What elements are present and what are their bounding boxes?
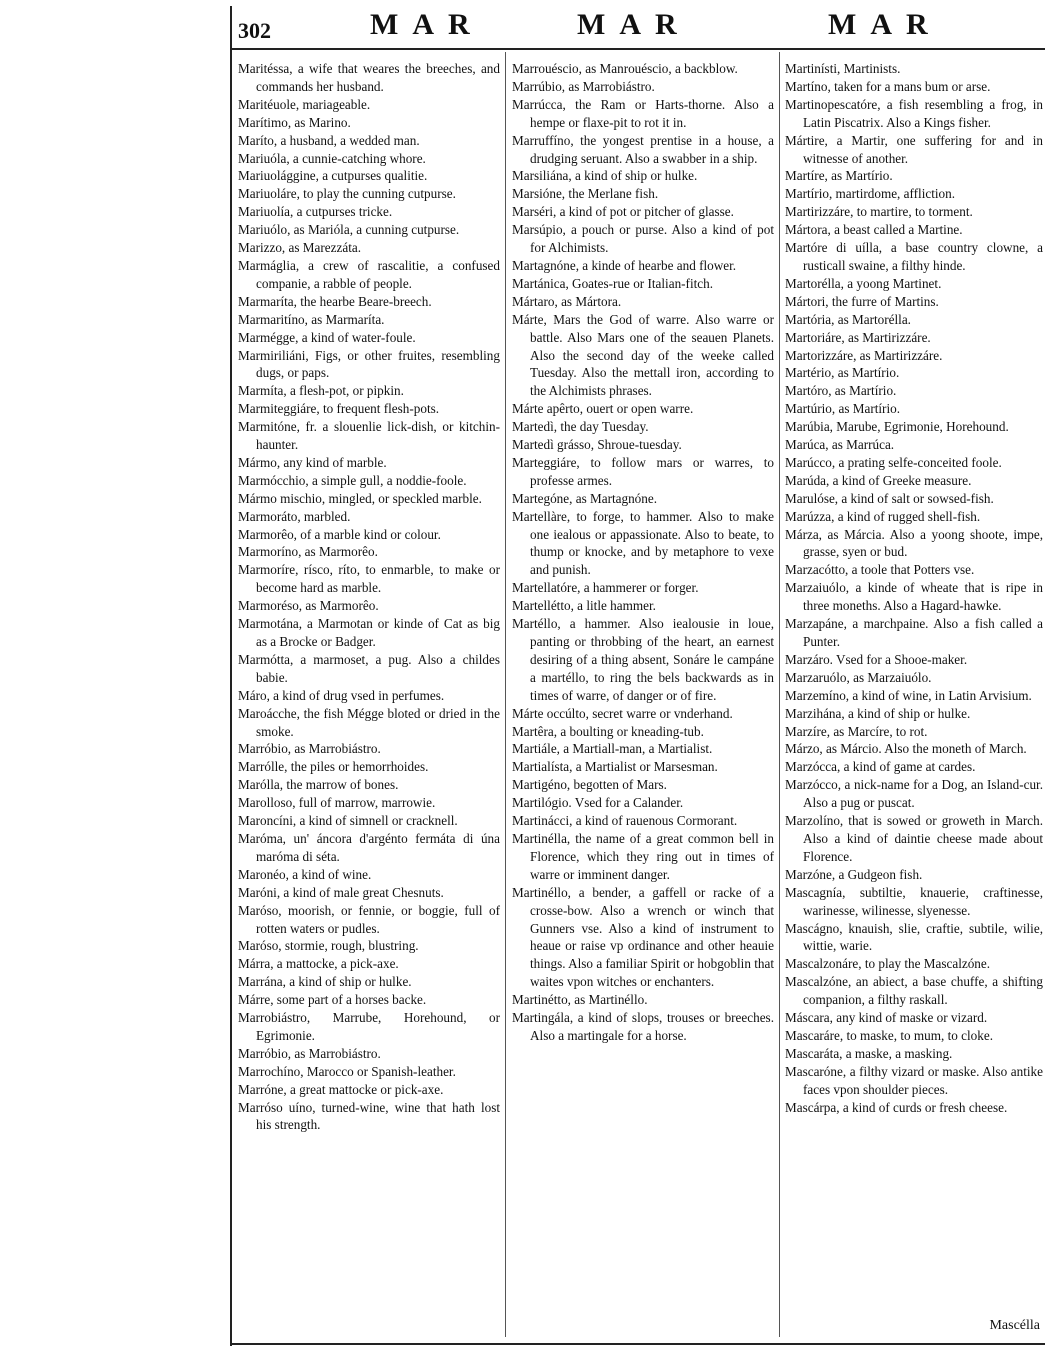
dictionary-entry: Marzapáne, a marchpaine. Also a fish called a Punter. <box>785 616 1043 649</box>
dictionary-entry: Maritéuole, mariageable. <box>238 96 371 112</box>
dictionary-entry: Maróso, stormie, rough, blustring. <box>238 938 419 954</box>
dictionary-entry: Martóro, as Martírio. <box>785 383 897 399</box>
dictionary-entry: Mármo mischio, mingled, or speckled marble. <box>238 490 482 506</box>
dictionary-entry: Mártori, the furre of Martins. <box>785 293 939 309</box>
dictionary-entry: Mártire, a Martir, one suffering for and in witnesse of another. <box>785 132 1043 166</box>
dictionary-entry: Mariuóla, a cunnie-catching whore. <box>238 150 426 166</box>
dictionary-entry: Marrochíno, Marocco or Spanish-leather. <box>238 1063 456 1079</box>
running-head-3: MAR <box>828 8 942 41</box>
dictionary-entry: Marzihána, a kind of ship or hulke. <box>785 705 971 721</box>
dictionary-entry: Martellétto, a litle hammer. <box>512 598 656 614</box>
dictionary-entry: Marruffíno, the yongest prentise in a house, a drudging seruant. Also a swabber in a ship. <box>512 132 774 166</box>
dictionary-entry: Martorélla, a yoong Martinet. <box>785 275 942 291</box>
dictionary-entry: Márte apêrto, ouert or open warre. <box>512 401 694 417</box>
dictionary-entry: Martinácci, a kind of rauenous Cormorant. <box>512 813 738 829</box>
dictionary-entry: Marzaruólo, as Marzaiuólo. <box>785 669 932 685</box>
dictionary-entry: Martedì grásso, Shroue-tuesday. <box>512 437 682 453</box>
dictionary-entry: Mascágno, knauish, slie, craftie, subtile, wilie, wittie, warie. <box>785 920 1043 954</box>
dictionary-entry: Maroácche, the fish Mégge bloted or dried in the smoke. <box>238 705 500 739</box>
dictionary-entry: Marrúcca, the Ram or Harts-thorne. Also a hempe or flaxe-pit to rot it in. <box>512 96 774 130</box>
dictionary-entry: Marmíta, a flesh-pot, or pipkin. <box>238 383 404 399</box>
dictionary-entry: Martorizzáre, as Martirizzáre. <box>785 347 943 363</box>
dictionary-entry: Marmótta, a marmoset, a pug. Also a childes babie. <box>238 651 500 685</box>
dictionary-entry: Márra, a mattocke, a pick-axe. <box>238 956 399 972</box>
dictionary-entry: Marzócca, a kind of game at cardes. <box>785 759 976 775</box>
dictionary-entry: Martedì, the day Tuesday. <box>512 419 649 435</box>
dictionary-entry: Mariuolággine, a cutpurses qualitie. <box>238 168 428 184</box>
dictionary-entry: Marmiteggiáre, to frequent flesh-pots. <box>238 401 440 417</box>
dictionary-entry: Marróso uíno, turned-wine, wine that hath lost his strength. <box>238 1099 500 1133</box>
header-rule <box>230 48 1045 50</box>
dictionary-entry: Mártaro, as Mártora. <box>512 293 622 309</box>
dictionary-entry: Marzaiuólo, a kinde of wheate that is ripe in three moneths. Also a Hagard-hawke. <box>785 580 1043 614</box>
dictionary-entry: Mártora, a beast called a Martine. <box>785 222 963 238</box>
dictionary-entry: Martinélla, the name of a great common bell in Florence, which they ring out in times of warre or imminent danger. <box>512 830 774 882</box>
dictionary-entry: Mascalzóne, an abiect, a base chuffe, a shifting companion, a filthy raskall. <box>785 974 1043 1008</box>
dictionary-entry: Martêra, a boulting or kneading-tub. <box>512 723 704 739</box>
dictionary-entry: Marúca, as Marrúca. <box>785 437 895 453</box>
dictionary-entry: Marmócchio, a simple gull, a noddie-foole. <box>238 472 467 488</box>
dictionary-entry: Marítimo, as Marino. <box>238 114 351 130</box>
dictionary-entry: Marúzza, a kind of rugged shell-fish. <box>785 508 981 524</box>
dictionary-entry: Mármo, any kind of marble. <box>238 454 387 470</box>
dictionary-entry: Marzíre, as Marcíre, to rot. <box>785 723 928 739</box>
dictionary-entry: Marzolíno, that is sowed or groweth in March. Also a kind of daintie cheese made about Florence. <box>785 813 1043 864</box>
dictionary-entry: Martingála, a kind of slops, trouses or breeches. Also a martingale for a horse. <box>512 1010 774 1043</box>
dictionary-entry: Martírio, martirdome, affliction. <box>785 186 956 202</box>
dictionary-entry: Marmaritíno, as Marmaríta. <box>238 311 385 327</box>
dictionary-entry: Marzócco, a nick-name for a Dog, an Island-cur. Also a pug or puscat. <box>785 777 1043 811</box>
dictionary-entry: Martánica, Goates-rue or Italian-fitch. <box>512 275 714 291</box>
dictionary-entry: Marrobiástro, Marrube, Horehound, or Egrimonie. <box>238 1010 500 1043</box>
dictionary-entry: Marróbio, as Marrobiástro. <box>238 1045 381 1061</box>
dictionary-entry: Martéllo, a hammer. Also iealousie in loue, panting or throbbing of the heart, an earnest desiring of a thing absent, Sonáre le campáne a martéllo, to ring the bels backwards as in times of warre, of danger or of fire. <box>512 616 774 703</box>
dictionary-entry: Marúcco, a prating selfe-conceited foole. <box>785 454 1002 470</box>
dictionary-entry: Marúbia, Marube, Egrimonie, Horehound. <box>785 419 1009 435</box>
dictionary-entry: Martinísti, Martinists. <box>785 61 901 76</box>
dictionary-entry: Márre, some part of a horses backe. <box>238 992 427 1008</box>
dictionary-entry: Márzo, as Márcio. Also the moneth of March. <box>785 741 1027 757</box>
dictionary-entry: Maritéssa, a wife that weares the breeches, and commands her husband. <box>238 61 500 94</box>
dictionary-entry: Marrúbio, as Marrobiástro. <box>512 78 655 94</box>
dictionary-entry: Marmáglia, a crew of rascalitie, a confused companie, a rabble of people. <box>238 257 500 291</box>
dictionary-entry: Marmégge, a kind of water-foule. <box>238 329 416 345</box>
dictionary-entry: Marulóse, a kind of salt or sowsed-fish. <box>785 490 994 506</box>
dictionary-entry: Martinéllo, a bender, a gaffell or racke of a crosse-bow. Also a wrench or winch that Gunners vse. Also a kind of instrument to heaue or raise vp ordinance and other heauie things. Also a familiar Spirit or hobgoblin that waites vpon witches or enchanters. <box>512 884 774 990</box>
dictionary-entry: Marmoréso, as Marmorêo. <box>238 598 379 614</box>
dictionary-entry: Marmoráto, marbled. <box>238 508 351 524</box>
dictionary-entry: Máscara, any kind of maske or vizard. <box>785 1010 988 1026</box>
dictionary-entry: Marróbio, as Marrobiástro. <box>238 741 381 757</box>
column-divider-2 <box>779 52 780 1337</box>
page-number: 302 <box>238 18 271 43</box>
dictionary-entry: Martíre, as Martírio. <box>785 168 893 184</box>
column-3 <box>785 60 1043 1116</box>
dictionary-entry: Martirizzáre, to martire, to torment. <box>785 204 973 220</box>
dictionary-entry: Martilógio. Vsed for a Calander. <box>512 795 684 811</box>
dictionary-entry: Mascárpa, a kind of curds or fresh cheese. <box>785 1099 1008 1115</box>
dictionary-entry: Marolloso, full of marrow, marrowie. <box>238 795 436 811</box>
dictionary-entry: Marzacótto, a toole that Potters vse. <box>785 562 975 578</box>
dictionary-entry: Maróso, moorish, or fennie, or boggie, full of rotten waters or pudles. <box>238 902 500 936</box>
dictionary-entry: Marzemíno, a kind of wine, in Latin Arvisium. <box>785 687 1032 703</box>
dictionary-entry: Marmiriliáni, Figs, or other fruites, resembling dugs, or paps. <box>238 347 500 381</box>
catchword: Mascélla <box>989 1318 1040 1333</box>
dictionary-entry: Martegóne, as Martagnóne. <box>512 490 658 506</box>
dictionary-entry: Martagnóne, a kinde of hearbe and flower. <box>512 257 737 273</box>
dictionary-entry: Marzóne, a Gudgeon fish. <box>785 866 923 882</box>
dictionary-entry: Maroncíni, a kind of simnell or cracknell. <box>238 813 458 829</box>
dictionary-entry: Marsióne, the Merlane fish. <box>512 186 659 202</box>
dictionary-entry: Mascagnía, subtiltie, knauerie, craftinesse, warinesse, wilinesse, slyenesse. <box>785 884 1043 918</box>
dictionary-entry: Martória, as Martorélla. <box>785 311 911 327</box>
left-border-rule <box>230 6 232 1346</box>
dictionary-entry: Mariuolía, a cutpurses tricke. <box>238 204 393 220</box>
dictionary-entry: Marmoríre, rísco, ríto, to enmarble, to make or become hard as marble. <box>238 562 500 596</box>
dictionary-entry: Mascalzonáre, to play the Mascalzóne. <box>785 956 991 972</box>
dictionary-entry: Marúda, a kind of Greeke measure. <box>785 472 972 488</box>
dictionary-entry: Maríto, a husband, a wedded man. <box>238 132 420 148</box>
dictionary-entry: Marrána, a kind of ship or hulke. <box>238 974 412 990</box>
dictionary-entry: Martoriáre, as Martirizzáre. <box>785 329 931 345</box>
dictionary-entry: Maróni, a kind of male great Chesnuts. <box>238 884 444 900</box>
dictionary-entry: Martigéno, begotten of Mars. <box>512 777 667 793</box>
dictionary-entry: Martinopescatóre, a fish resembling a frog, in Latin Piscatrix. Also a Kings fisher. <box>785 96 1043 130</box>
dictionary-entry: Martóre di uílla, a base country clowne, a rusticall swaine, a filthy hinde. <box>785 240 1043 273</box>
dictionary-entry: Mascaráta, a maske, a masking. <box>785 1045 953 1061</box>
dictionary-entry: Marmitóne, fr. a slouenlie lick-dish, or kitchin-haunter. <box>238 419 500 453</box>
dictionary-entry: Marizzo, as Marezzáta. <box>238 240 362 256</box>
dictionary-entry: Marteggiáre, to follow mars or warres, to professe armes. <box>512 454 774 488</box>
dictionary-entry: Martério, as Martírio. <box>785 365 900 381</box>
column-divider-1 <box>505 52 506 1337</box>
dictionary-entry: Márte occúlto, secret warre or vnderhand. <box>512 705 733 721</box>
dictionary-entry: Maronéo, a kind of wine. <box>238 866 372 882</box>
page-header <box>232 6 1045 46</box>
dictionary-entry: Martialísta, a Martialist or Marsesman. <box>512 759 718 775</box>
dictionary-entry: Mascaróne, a filthy vizard or maske. Also antike faces vpon shoulder pieces. <box>785 1063 1043 1097</box>
dictionary-entry: Maróma, un' áncora d'argénto fermáta di úna maróma di séta. <box>238 830 500 864</box>
dictionary-entry: Marséri, a kind of pot or pitcher of glasse. <box>512 204 734 220</box>
column-2 <box>512 60 774 1045</box>
dictionary-entry: Marmoríno, as Marmorêo. <box>238 544 378 560</box>
dictionary-entry: Marólla, the marrow of bones. <box>238 777 399 793</box>
dictionary-entry: Martíno, taken for a mans bum or arse. <box>785 78 991 94</box>
dictionary-entry: Martinétto, as Martinéllo. <box>512 992 648 1008</box>
dictionary-entry: Marzáro. Vsed for a Shooe-maker. <box>785 651 968 667</box>
dictionary-entry: Máro, a kind of drug vsed in perfumes. <box>238 687 445 703</box>
dictionary-entry: Marmaríta, the hearbe Beare-breech. <box>238 293 432 309</box>
dictionary-entry: Marrouéscio, as Manrouéscio, a backblow. <box>512 61 738 76</box>
dictionary-entry: Marróne, a great mattocke or pick-axe. <box>238 1081 444 1097</box>
dictionary-entry: Marmotána, a Marmotan or kinde of Cat as big as a Brocke or Badger. <box>238 616 500 649</box>
bottom-rule <box>230 1343 1045 1345</box>
dictionary-entry: Martúrio, as Martírio. <box>785 401 900 417</box>
running-head-2: MAR <box>577 8 691 41</box>
dictionary-entry: Marsiliána, a kind of ship or hulke. <box>512 168 698 184</box>
dictionary-entry: Martellatóre, a hammerer or forger. <box>512 580 699 596</box>
dictionary-entry: Márte, Mars the God of warre. Also warre or battle. Also Mars one of the seauen Planets. Also the second day of the weeke called Tuesday. Also the mettall iron, according to the Alchimists phrases. <box>512 311 774 399</box>
dictionary-entry: Martellàre, to forge, to hammer. Also to make one iealous or appassionate. Also to beate, to thump or knocke, and by metaphore to vexe and punish. <box>512 508 774 578</box>
column-1 <box>238 60 500 1134</box>
dictionary-entry: Marsúpio, a pouch or purse. Also a kind of pot for Alchimists. <box>512 222 774 256</box>
running-head-1: MAR <box>370 8 484 41</box>
dictionary-entry: Mariuoláre, to play the cunning cutpurse. <box>238 186 456 202</box>
dictionary-entry: Mascaráre, to maske, to mum, to cloke. <box>785 1027 994 1043</box>
dictionary-entry: Mariuólo, as Marióla, a cunning cutpurse. <box>238 222 460 238</box>
dictionary-entry: Marmorêo, of a marble kind or colour. <box>238 526 441 542</box>
dictionary-entry: Martiále, a Martiall-man, a Martialist. <box>512 741 713 757</box>
dictionary-entry: Márza, as Márcia. Also a yoong shoote, impe, grasse, syen or bud. <box>785 526 1043 560</box>
dictionary-entry: Marrólle, the piles or hemorrhoides. <box>238 759 429 775</box>
